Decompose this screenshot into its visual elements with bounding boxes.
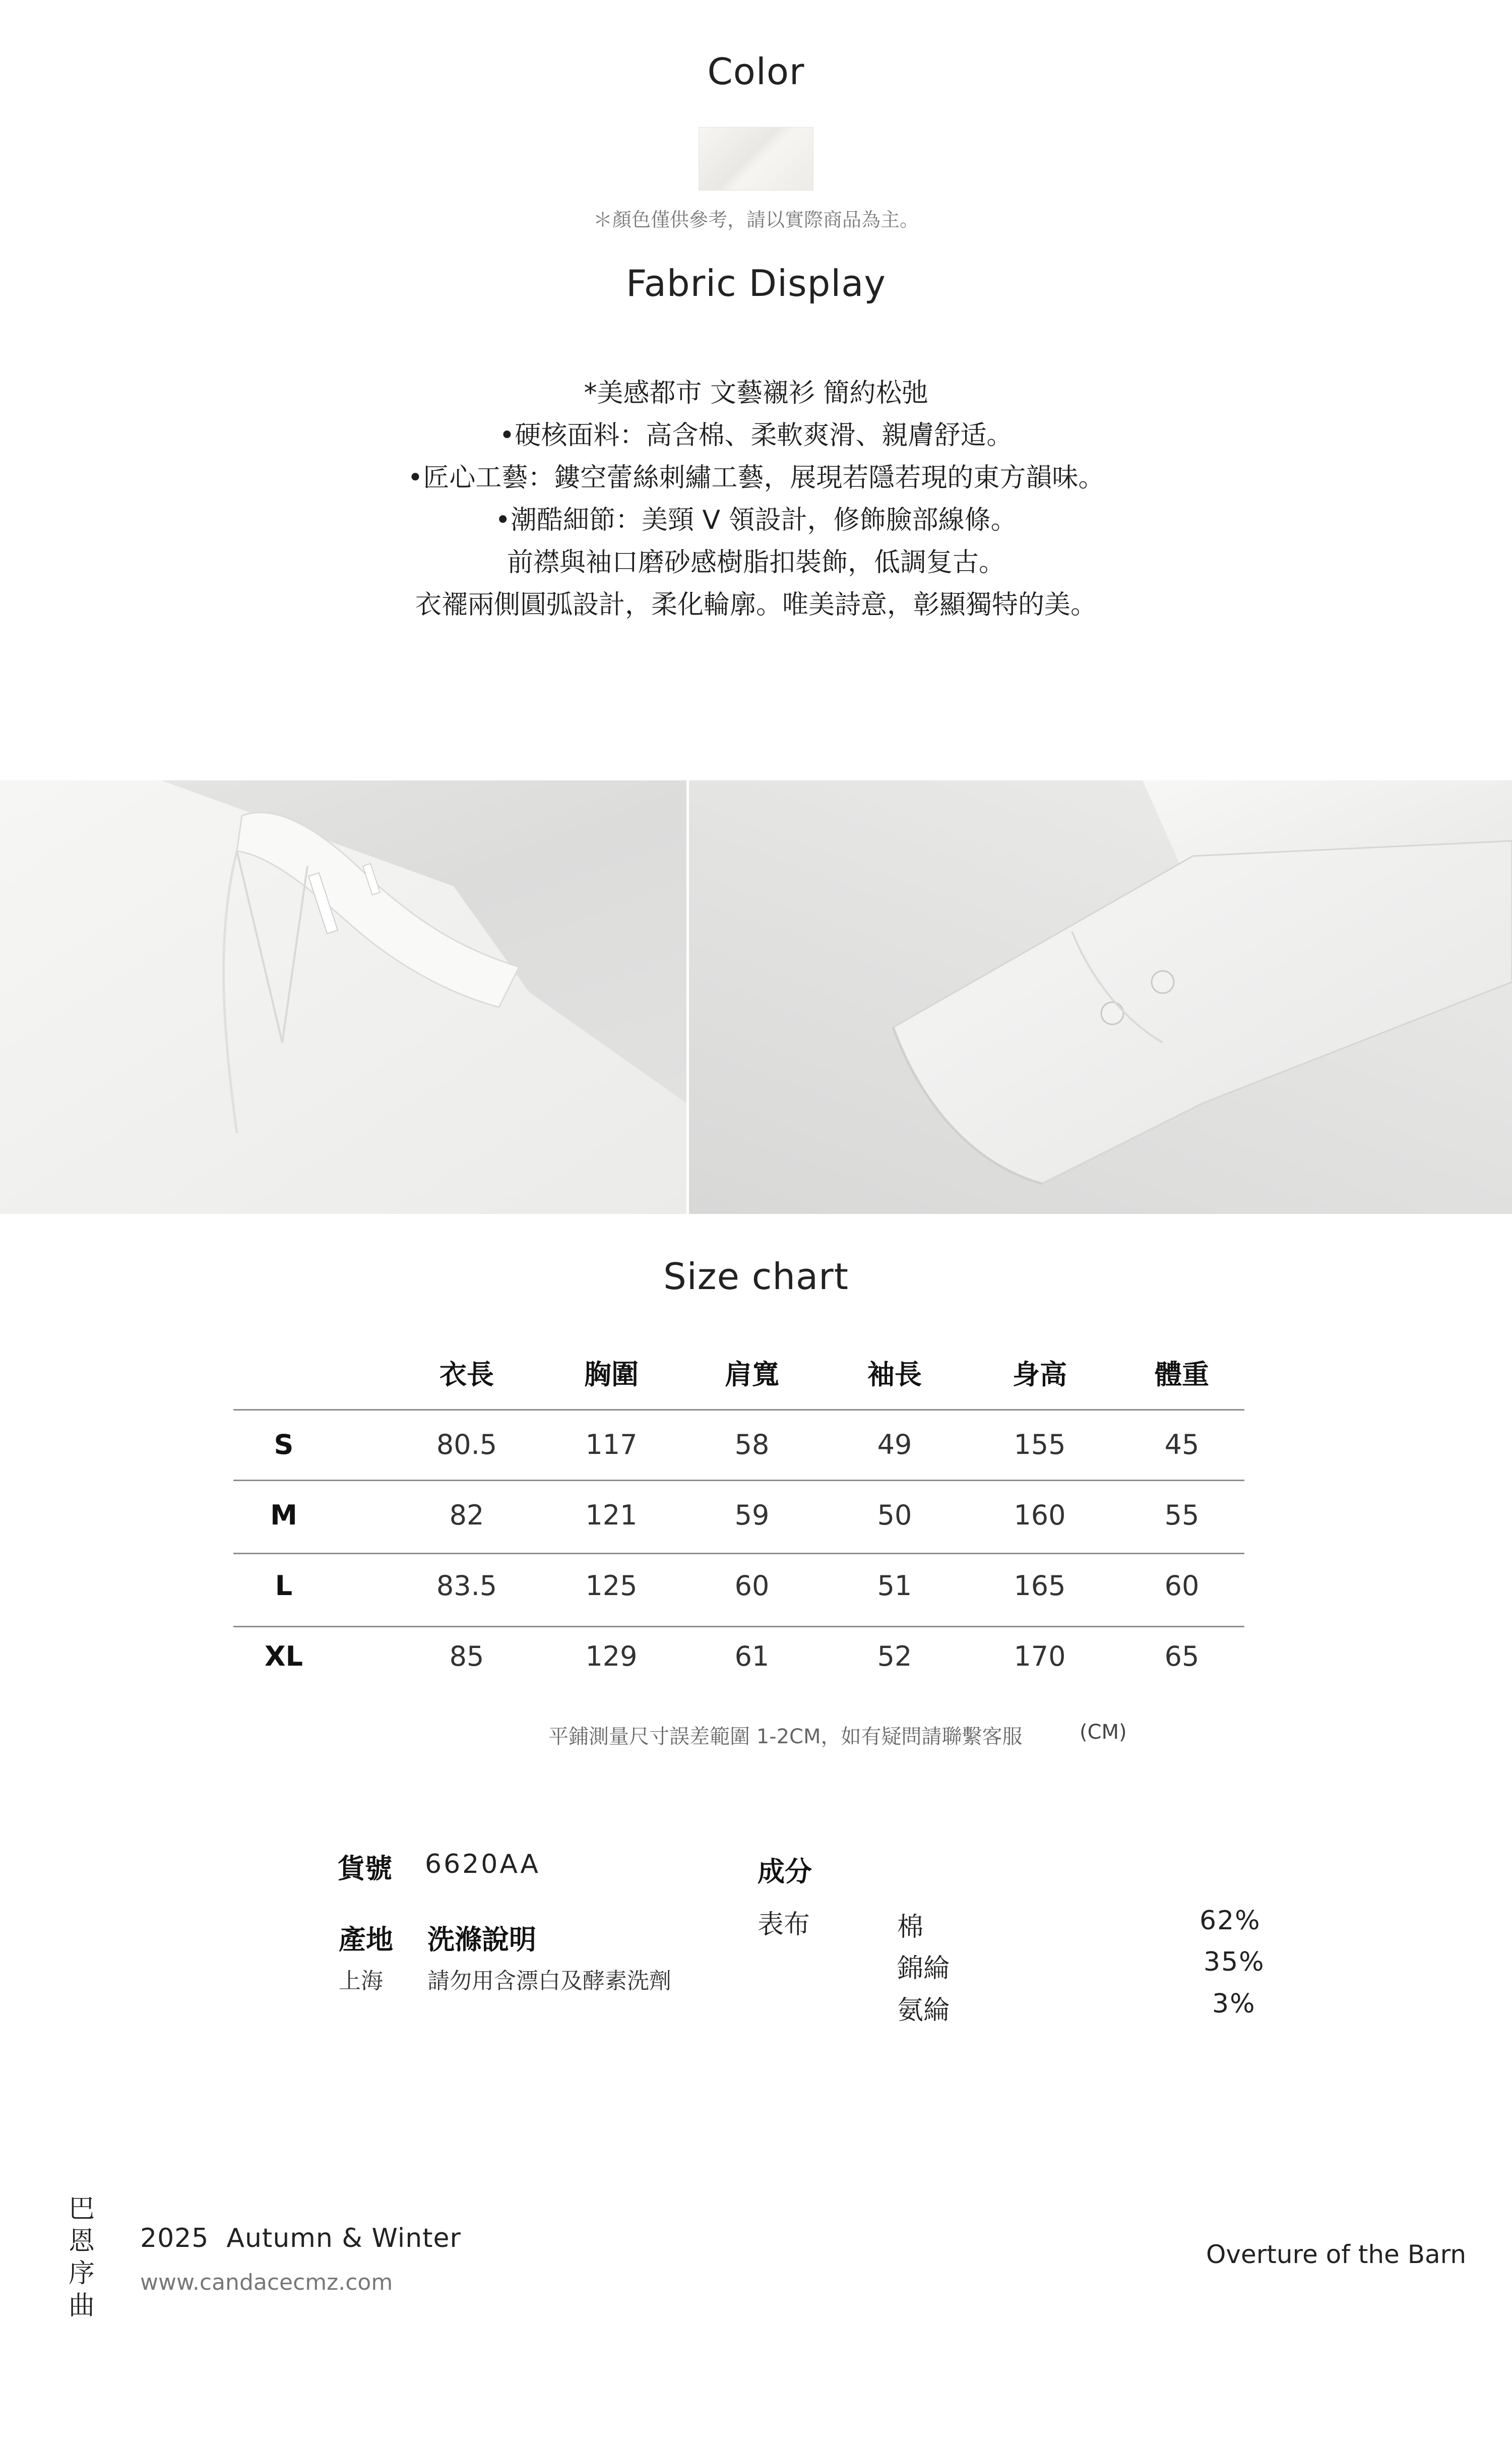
value-chest: 129 xyxy=(585,1640,638,1672)
fabric-line: •潮酷細節：美頸 V 領設計，修飾臉部線條。 xyxy=(495,505,1017,535)
value-chest: 121 xyxy=(585,1499,638,1531)
value-height: 165 xyxy=(1014,1569,1066,1602)
size-table xyxy=(233,1336,1244,1691)
color-swatch[interactable] xyxy=(699,127,813,191)
collar-photo xyxy=(0,780,686,1214)
size-label: L xyxy=(275,1569,293,1602)
fabric-line: •匠心工藝：鏤空蕾絲刺繡工藝，展現若隱若現的東方韻味。 xyxy=(407,463,1105,493)
brand-char: 恩 xyxy=(68,2226,95,2256)
collection-name: Overture of the Barn xyxy=(1206,2240,1467,2269)
table-row xyxy=(233,1480,1244,1550)
value-shoulder: 60 xyxy=(734,1569,770,1602)
size-label: XL xyxy=(264,1640,303,1672)
size-chart-title: Size chart xyxy=(663,1255,849,1298)
fabric-line: 前襟與袖口磨砂感樹脂扣裝飾，低調复古。 xyxy=(507,547,1005,578)
size-chart-unit: (CM) xyxy=(1080,1721,1127,1744)
value-length: 85 xyxy=(449,1640,484,1672)
wash-label: 洗滌說明 xyxy=(427,1924,536,1956)
brand-char: 曲 xyxy=(68,2291,95,2321)
fabric-line: •硬核面料：高含棉、柔軟爽滑、親膚舒适。 xyxy=(499,420,1013,451)
item-no-label: 貨號 xyxy=(338,1853,392,1884)
brand-char: 巴 xyxy=(68,2194,95,2224)
table-row xyxy=(233,1550,1244,1621)
color-note: ＊顏色僅供參考，請以實際商品為主。 xyxy=(593,209,919,231)
website-link[interactable]: www.candacecmz.com xyxy=(140,2270,393,2295)
value-height: 160 xyxy=(1014,1499,1066,1531)
color-title: Color xyxy=(707,50,805,93)
fabric-title: Fabric Display xyxy=(625,262,887,304)
material-name: 錦綸 xyxy=(897,1954,950,1984)
value-weight: 45 xyxy=(1164,1428,1200,1460)
table-row xyxy=(233,1409,1244,1480)
value-shoulder: 59 xyxy=(734,1499,770,1531)
material-percent: 35% xyxy=(1204,1947,1265,1977)
material-percent: 62% xyxy=(1200,1906,1261,1936)
fabric-label: 表布 xyxy=(758,1910,810,1940)
value-weight: 55 xyxy=(1164,1499,1200,1531)
season-label: 2025 Autumn & Winter xyxy=(140,2223,461,2253)
value-sleeve: 49 xyxy=(877,1428,912,1460)
value-sleeve: 52 xyxy=(877,1640,912,1672)
value-shoulder: 61 xyxy=(734,1640,770,1672)
table-row xyxy=(233,1621,1244,1691)
fabric-description xyxy=(0,372,1512,626)
value-weight: 65 xyxy=(1164,1640,1200,1672)
cuff-photo xyxy=(689,780,1512,1214)
material-name: 氨綸 xyxy=(897,1995,950,2026)
value-length: 80.5 xyxy=(436,1428,497,1460)
value-sleeve: 51 xyxy=(877,1569,912,1602)
header-weight: 體重 xyxy=(1155,1359,1209,1390)
button-icon xyxy=(1101,1002,1123,1024)
button-icon xyxy=(1152,971,1174,993)
material-name: 棉 xyxy=(897,1912,924,1942)
header-sleeve: 袖長 xyxy=(867,1359,922,1390)
value-chest: 117 xyxy=(585,1428,638,1460)
item-no-value: 6620AA xyxy=(425,1849,540,1879)
composition-label: 成分 xyxy=(758,1856,812,1887)
size-table-header xyxy=(233,1336,1244,1409)
value-height: 170 xyxy=(1014,1640,1066,1672)
header-shoulder: 肩寬 xyxy=(725,1359,779,1390)
cuff-illustration xyxy=(689,780,1512,1214)
header-chest: 胸圍 xyxy=(584,1359,639,1390)
value-length: 83.5 xyxy=(436,1569,497,1602)
value-chest: 125 xyxy=(585,1569,638,1602)
fabric-line: *美感都市 文藝襯衫 簡約松弛 xyxy=(584,378,928,408)
brand-vertical xyxy=(67,2193,97,2322)
material-percent: 3% xyxy=(1212,1989,1256,2019)
value-length: 82 xyxy=(449,1499,484,1531)
size-chart-note: 平鋪測量尺寸誤差範圍 1-2CM，如有疑問請聯繫客服 xyxy=(548,1725,1023,1748)
origin-value: 上海 xyxy=(339,1968,383,1994)
value-weight: 60 xyxy=(1164,1569,1200,1602)
wash-value: 請勿用含漂白及酵素洗劑 xyxy=(427,1968,671,1994)
value-height: 155 xyxy=(1014,1428,1066,1460)
fabric-line: 衣襬兩側圓弧設計，柔化輪廓。唯美詩意，彰顯獨特的美。 xyxy=(415,590,1097,620)
header-length: 衣長 xyxy=(439,1359,494,1390)
collar-illustration xyxy=(0,780,686,1214)
size-label: S xyxy=(274,1428,294,1460)
header-height: 身高 xyxy=(1013,1359,1067,1390)
size-label: M xyxy=(270,1499,297,1531)
value-shoulder: 58 xyxy=(734,1428,770,1460)
origin-label: 產地 xyxy=(339,1924,393,1956)
brand-char: 序 xyxy=(68,2259,95,2289)
value-sleeve: 50 xyxy=(877,1499,912,1531)
